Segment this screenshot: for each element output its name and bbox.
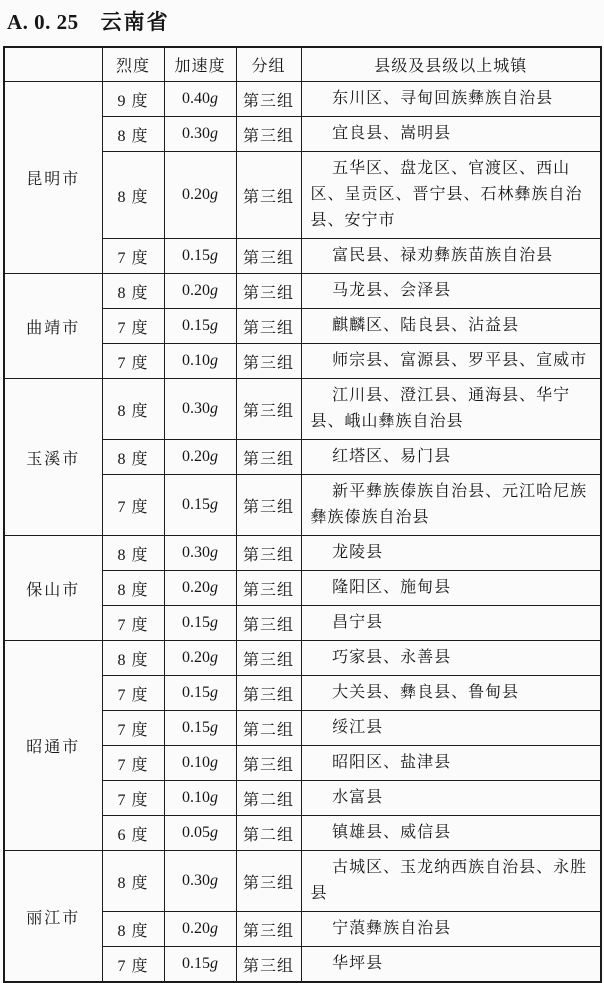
acceleration-cell: 0.10g	[164, 344, 236, 379]
intensity-cell: 7 度	[102, 781, 164, 816]
intensity-cell: 7 度	[102, 475, 164, 536]
intensity-cell: 8 度	[102, 117, 164, 152]
acceleration-cell: 0.15g	[164, 309, 236, 344]
acceleration-cell: 0.30g	[164, 536, 236, 571]
table-row	[4, 851, 601, 912]
header-acceleration: 加速度	[164, 47, 236, 82]
towns-cell: 东川区、寻甸回族彝族自治县	[301, 82, 601, 117]
province-name: 云南省	[100, 10, 170, 34]
group-cell: 第三组	[236, 440, 301, 475]
acceleration-cell: 0.20g	[164, 571, 236, 606]
group-cell: 第三组	[236, 82, 301, 117]
intensity-cell: 8 度	[102, 152, 164, 239]
towns-cell: 江川县、澄江县、通海县、华宁县、峨山彝族自治县	[301, 379, 601, 440]
table-row	[4, 536, 601, 571]
table-row	[4, 379, 601, 440]
acceleration-cell: 0.15g	[164, 676, 236, 711]
group-cell: 第三组	[236, 344, 301, 379]
intensity-cell: 7 度	[102, 746, 164, 781]
group-cell: 第三组	[236, 947, 301, 983]
city-cell: 丽江市	[4, 851, 102, 983]
table-row	[4, 274, 601, 309]
intensity-cell: 8 度	[102, 379, 164, 440]
city-cell: 昭通市	[4, 641, 102, 851]
intensity-cell: 7 度	[102, 239, 164, 274]
intensity-cell: 9 度	[102, 82, 164, 117]
acceleration-cell: 0.20g	[164, 912, 236, 947]
intensity-cell: 7 度	[102, 676, 164, 711]
acceleration-cell: 0.40g	[164, 82, 236, 117]
intensity-cell: 8 度	[102, 851, 164, 912]
towns-cell: 宜良县、嵩明县	[301, 117, 601, 152]
towns-cell: 隆阳区、施甸县	[301, 571, 601, 606]
intensity-cell: 7 度	[102, 309, 164, 344]
header-towns: 县级及县级以上城镇	[301, 47, 601, 82]
intensity-cell: 8 度	[102, 440, 164, 475]
intensity-cell: 8 度	[102, 912, 164, 947]
towns-cell: 大关县、彝良县、鲁甸县	[301, 676, 601, 711]
group-cell: 第二组	[236, 711, 301, 746]
acceleration-cell: 0.05g	[164, 816, 236, 851]
towns-cell: 古城区、玉龙纳西族自治县、永胜县	[301, 851, 601, 912]
intensity-cell: 7 度	[102, 947, 164, 983]
section-number: A. 0. 25	[7, 10, 79, 34]
city-cell: 玉溪市	[4, 379, 102, 536]
city-cell: 保山市	[4, 536, 102, 641]
corner-cell	[4, 47, 102, 82]
towns-cell: 昭阳区、盐津县	[301, 746, 601, 781]
group-cell: 第三组	[236, 379, 301, 440]
group-cell: 第三组	[236, 912, 301, 947]
towns-cell: 麒麟区、陆良县、沾益县	[301, 309, 601, 344]
group-cell: 第三组	[236, 606, 301, 641]
group-cell: 第三组	[236, 274, 301, 309]
towns-cell: 昌宁县	[301, 606, 601, 641]
towns-cell: 新平彝族傣族自治县、元江哈尼族彝族傣族自治县	[301, 475, 601, 536]
acceleration-cell: 0.15g	[164, 711, 236, 746]
towns-cell: 红塔区、易门县	[301, 440, 601, 475]
towns-cell: 华坪县	[301, 947, 601, 983]
group-cell: 第三组	[236, 475, 301, 536]
acceleration-cell: 0.20g	[164, 152, 236, 239]
group-cell: 第二组	[236, 816, 301, 851]
acceleration-cell: 0.15g	[164, 239, 236, 274]
intensity-cell: 7 度	[102, 606, 164, 641]
acceleration-cell: 0.15g	[164, 947, 236, 983]
city-cell: 昆明市	[4, 82, 102, 274]
intensity-cell: 8 度	[102, 536, 164, 571]
intensity-cell: 7 度	[102, 344, 164, 379]
towns-cell: 师宗县、富源县、罗平县、宣威市	[301, 344, 601, 379]
group-cell: 第三组	[236, 851, 301, 912]
group-cell: 第三组	[236, 746, 301, 781]
city-cell: 曲靖市	[4, 274, 102, 379]
acceleration-cell: 0.10g	[164, 746, 236, 781]
group-cell: 第三组	[236, 152, 301, 239]
towns-cell: 水富县	[301, 781, 601, 816]
acceleration-cell: 0.30g	[164, 379, 236, 440]
acceleration-cell: 0.20g	[164, 440, 236, 475]
group-cell: 第三组	[236, 536, 301, 571]
table-row	[4, 82, 601, 117]
group-cell: 第三组	[236, 571, 301, 606]
intensity-cell: 6 度	[102, 816, 164, 851]
group-cell: 第三组	[236, 309, 301, 344]
towns-cell: 五华区、盘龙区、官渡区、西山区、呈贡区、晋宁县、石林彝族自治县、安宁市	[301, 152, 601, 239]
intensity-cell: 7 度	[102, 711, 164, 746]
acceleration-cell: 0.20g	[164, 641, 236, 676]
header-intensity: 烈度	[102, 47, 164, 82]
acceleration-cell: 0.30g	[164, 117, 236, 152]
group-cell: 第三组	[236, 676, 301, 711]
table-row	[4, 641, 601, 676]
acceleration-cell: 0.15g	[164, 606, 236, 641]
towns-cell: 马龙县、会泽县	[301, 274, 601, 309]
seismic-zoning-table	[3, 46, 602, 983]
header-group: 分组	[236, 47, 301, 82]
group-cell: 第三组	[236, 641, 301, 676]
group-cell: 第三组	[236, 117, 301, 152]
towns-cell: 宁蒗彝族自治县	[301, 912, 601, 947]
acceleration-cell: 0.20g	[164, 274, 236, 309]
acceleration-cell: 0.30g	[164, 851, 236, 912]
acceleration-cell: 0.15g	[164, 475, 236, 536]
table-header-row	[4, 47, 601, 82]
section-title	[7, 6, 170, 36]
towns-cell: 绥江县	[301, 711, 601, 746]
intensity-cell: 8 度	[102, 571, 164, 606]
intensity-cell: 8 度	[102, 274, 164, 309]
towns-cell: 龙陵县	[301, 536, 601, 571]
intensity-cell: 8 度	[102, 641, 164, 676]
group-cell: 第二组	[236, 781, 301, 816]
acceleration-cell: 0.10g	[164, 781, 236, 816]
group-cell: 第三组	[236, 239, 301, 274]
towns-cell: 富民县、禄劝彝族苗族自治县	[301, 239, 601, 274]
towns-cell: 巧家县、永善县	[301, 641, 601, 676]
towns-cell: 镇雄县、威信县	[301, 816, 601, 851]
